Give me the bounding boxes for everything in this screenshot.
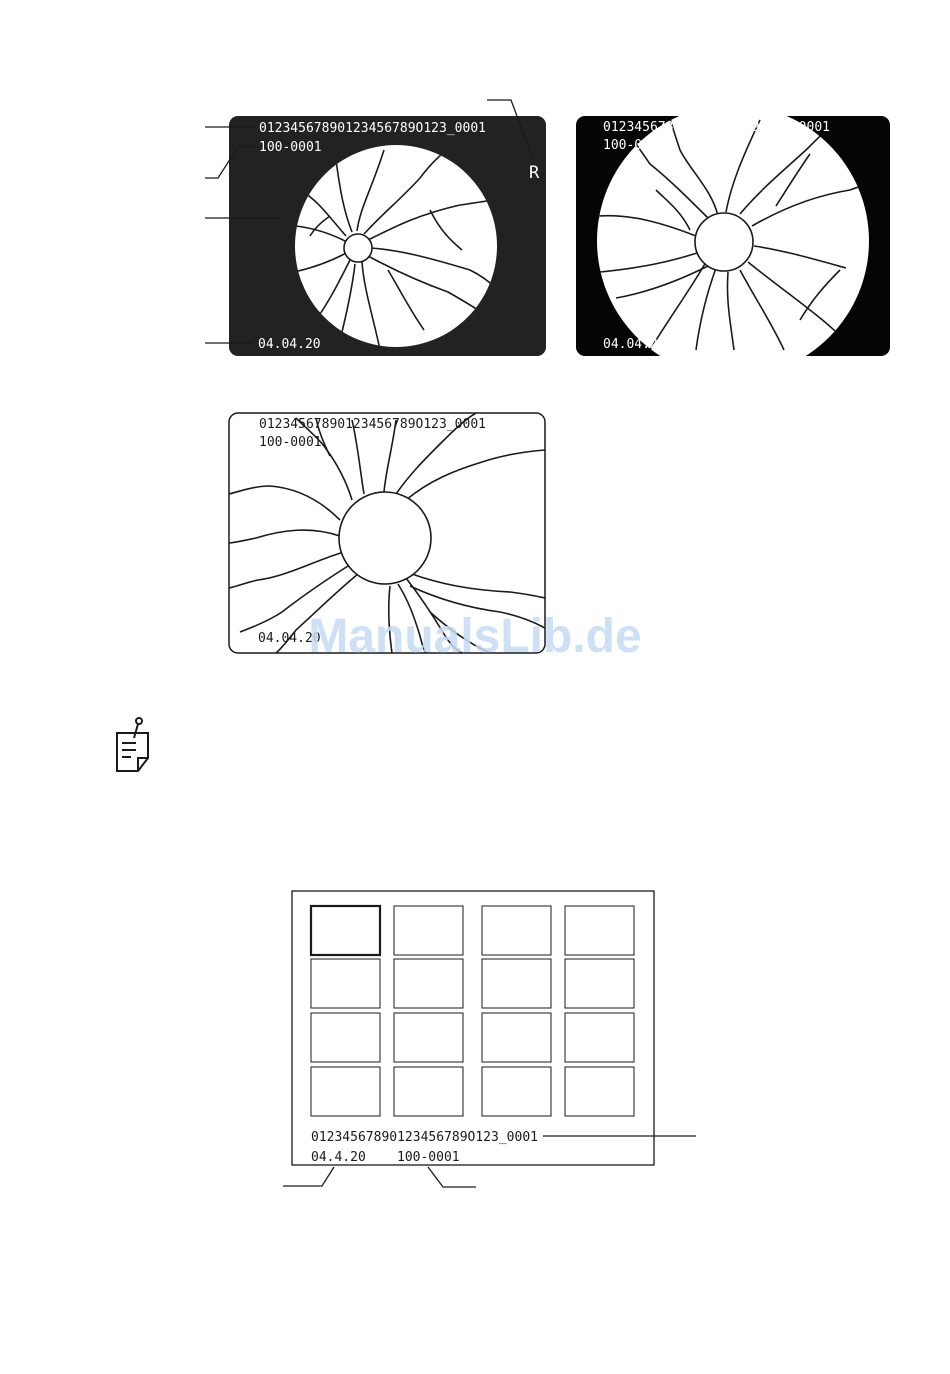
panel-c-id-text: 01234567890123456789O123_0001 [259, 417, 486, 432]
panel-a-eye-indicator: R [529, 163, 540, 183]
fundus-panel-b [576, 105, 890, 377]
panel-a-id-text: 01234567890123456789O123_0001 [259, 121, 486, 136]
thumbnail-cell[interactable] [311, 959, 380, 1008]
thumbnail-cell[interactable] [565, 959, 634, 1008]
optic-disc-b [695, 213, 753, 271]
thumbnail-cell[interactable] [311, 1013, 380, 1062]
thumbnail-cell-selected[interactable] [311, 906, 380, 955]
thumbnail-cell[interactable] [394, 1013, 463, 1062]
thumbnail-cell[interactable] [394, 906, 463, 955]
panel-a-date: 04.04.20 [258, 337, 321, 352]
optic-disc-a [344, 234, 372, 262]
thumbnail-screen [283, 891, 696, 1187]
thumbnail-date: 04.4.20 [311, 1150, 366, 1165]
callout-line-thumb-patient [428, 1167, 476, 1187]
thumbnail-id-text: 01234567890123456789O123_0001 [311, 1130, 538, 1145]
callout-line-thumb-date [283, 1167, 334, 1186]
panel-c-patient-id: 100-0001 [259, 435, 322, 450]
thumbnail-cell[interactable] [311, 1067, 380, 1116]
thumbnail-cell[interactable] [482, 1067, 551, 1116]
thumbnail-cell[interactable] [565, 1067, 634, 1116]
thumbnail-cell[interactable] [482, 906, 551, 955]
panel-b-patient-id: 100-0001 [603, 138, 666, 153]
panel-c-date: 04.04.20 [258, 631, 321, 646]
thumbnail-cell[interactable] [565, 906, 634, 955]
thumbnail-cell[interactable] [482, 1013, 551, 1062]
thumbnail-cell[interactable] [394, 959, 463, 1008]
panel-b-date: 04.04.20 [603, 337, 666, 352]
thumbnail-patient-id: 100-0001 [397, 1150, 460, 1165]
panel-a-patient-id: 100-0001 [259, 140, 322, 155]
thumbnail-cell[interactable] [394, 1067, 463, 1116]
fundus-circle-a [295, 145, 497, 347]
watermark: ManualsLib.de [308, 610, 642, 663]
fundus-panel-a [205, 100, 546, 356]
thumbnail-cell[interactable] [482, 959, 551, 1008]
optic-disc-c [339, 492, 431, 584]
panel-b-id-text: 01234567890123456789O123_0001 [603, 120, 830, 135]
thumbnail-cell[interactable] [565, 1013, 634, 1062]
note-icon [117, 718, 148, 771]
